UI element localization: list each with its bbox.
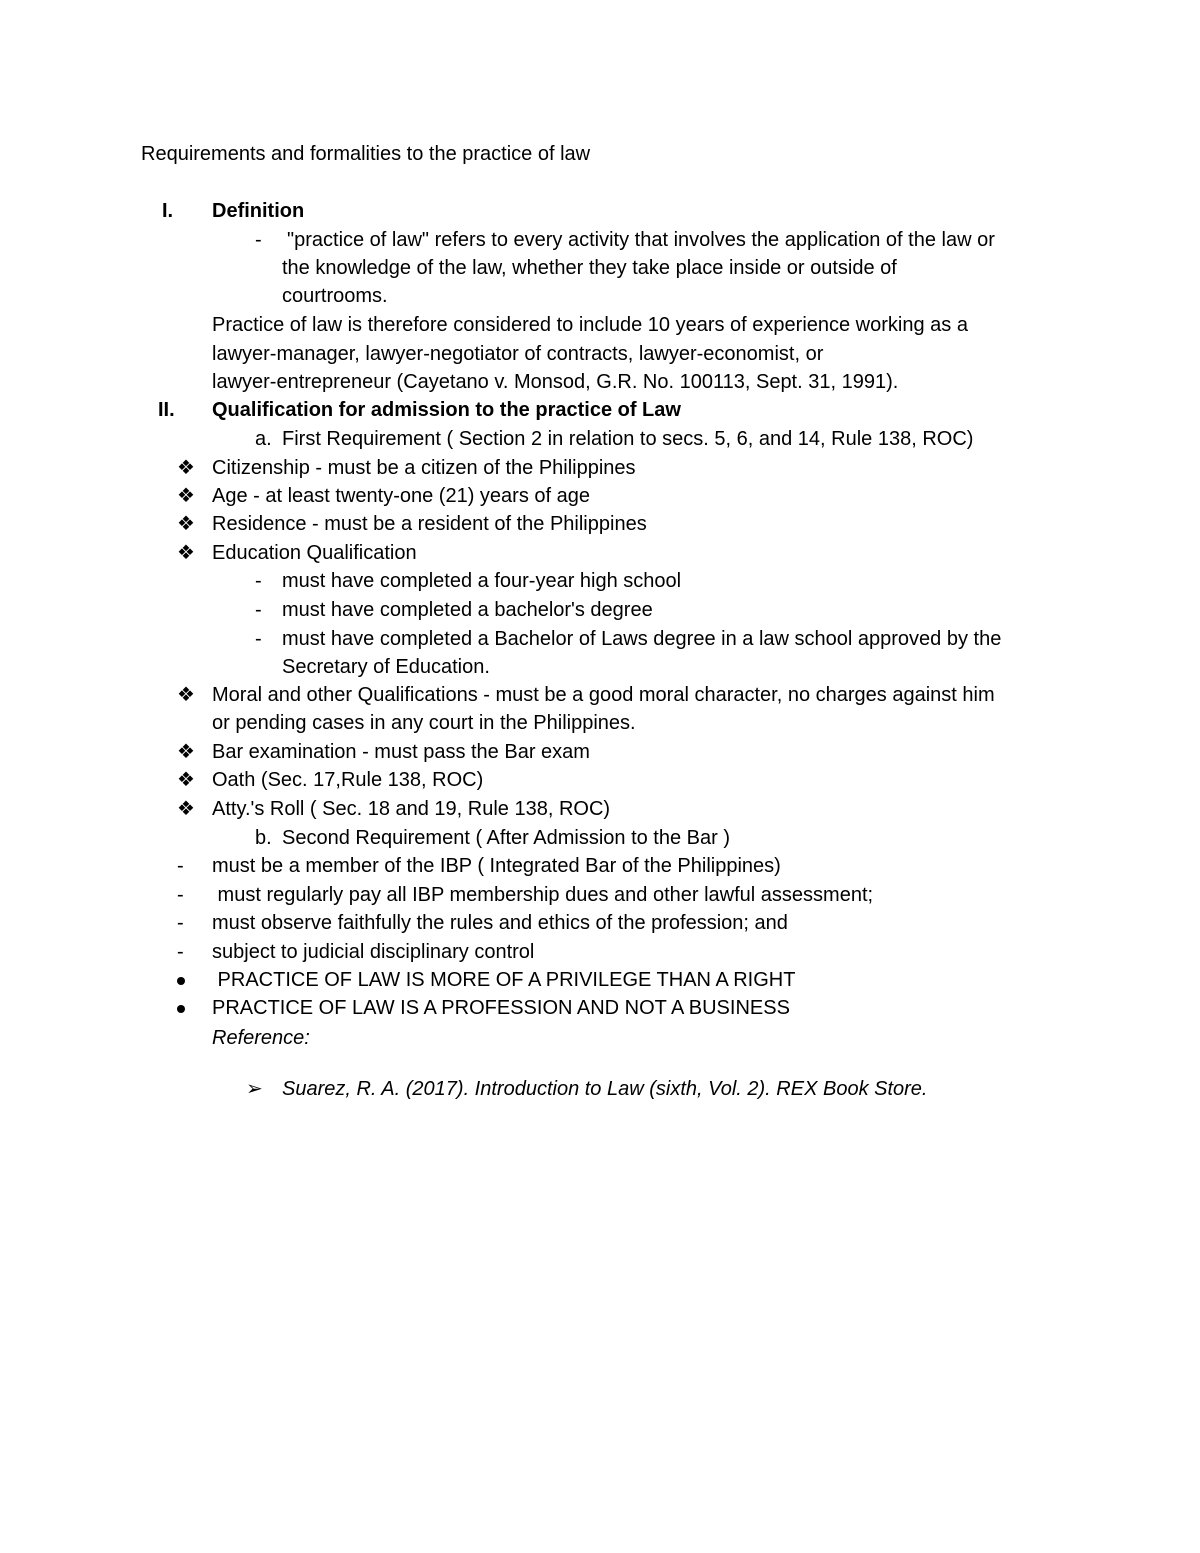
section-2-heading: Qualification for admission to the practice of Law [212, 399, 681, 421]
document-title: Requirements and formalities to the practice of law [141, 143, 591, 165]
sub-b-heading: Second Requirement ( After Admission to the Bar ) [282, 827, 730, 849]
section-1-numeral: I. [162, 200, 174, 222]
dash-marker: - [255, 628, 262, 650]
sub-a-heading: First Requirement ( Section 2 in relation to secs. 5, 6, and 14, Rule 138, ROC) [282, 428, 974, 450]
dash-marker: - [255, 599, 262, 621]
arrow-bullet-icon: ➢ [246, 1078, 263, 1100]
paragraph-line: lawyer-manager, lawyer-negotiator of contracts, lawyer-economist, or [212, 343, 824, 365]
diamond-bullet-icon: ❖ [177, 684, 195, 706]
requirement-item: Residence - must be a resident of the Philippines [212, 513, 647, 535]
dash-marker: - [177, 941, 184, 963]
second-requirement-item: subject to judicial disciplinary control [212, 941, 535, 963]
definition-line: "practice of law" refers to every activity that involves the application of the law or [287, 229, 995, 251]
requirement-item: Citizenship - must be a citizen of the Philippines [212, 457, 636, 479]
requirement-item-continued: or pending cases in any court in the Philippines. [212, 712, 636, 734]
requirement-item: Bar examination - must pass the Bar exam [212, 741, 590, 763]
diamond-bullet-icon: ❖ [177, 542, 195, 564]
definition-line: the knowledge of the law, whether they take place inside or outside of [282, 257, 897, 279]
paragraph-line: Practice of law is therefore considered to include 10 years of experience working as a [212, 314, 968, 336]
requirement-item: Education Qualification [212, 542, 417, 564]
requirement-item: Atty.'s Roll ( Sec. 18 and 19, Rule 138, ROC) [212, 798, 611, 820]
dash-marker: - [177, 912, 184, 934]
sub-a-marker: a. [255, 428, 272, 450]
diamond-bullet-icon: ❖ [177, 769, 195, 791]
section-2-numeral: II. [158, 399, 175, 421]
second-requirement-item: must regularly pay all IBP membership dues and other lawful assessment; [212, 884, 874, 906]
dash-marker: - [255, 229, 262, 251]
education-item: must have completed a four-year high school [282, 570, 682, 592]
education-item: must have completed a Bachelor of Laws degree in a law school approved by the [282, 628, 1002, 650]
dash-marker: - [255, 570, 262, 592]
note-item: PRACTICE OF LAW IS A PROFESSION AND NOT A BUSINESS [212, 997, 790, 1019]
bullet-dot-icon [177, 977, 185, 985]
requirement-item: Moral and other Qualifications - must be a good moral character, no charges against him [212, 684, 995, 706]
diamond-bullet-icon: ❖ [177, 798, 195, 820]
definition-line: courtrooms. [282, 285, 388, 307]
diamond-bullet-icon: ❖ [177, 485, 195, 507]
bullet-dot-icon [177, 1005, 185, 1013]
diamond-bullet-icon: ❖ [177, 513, 195, 535]
sub-b-marker: b. [255, 827, 272, 849]
diamond-bullet-icon: ❖ [177, 457, 195, 479]
education-item: must have completed a bachelor's degree [282, 599, 653, 621]
paragraph-line: lawyer-entrepreneur (Cayetano v. Monsod, G.R. No. 100113, Sept. 31, 1991). [212, 371, 899, 393]
requirement-item: Age - at least twenty-one (21) years of age [212, 485, 590, 507]
education-item-continued: Secretary of Education. [282, 656, 490, 678]
second-requirement-item: must be a member of the IBP ( Integrated Bar of the Philippines) [212, 855, 781, 877]
diamond-bullet-icon: ❖ [177, 741, 195, 763]
reference-citation: Suarez, R. A. (2017). Introduction to Law (sixth, Vol. 2). REX Book Store. [282, 1078, 928, 1100]
second-requirement-item: must observe faithfully the rules and ethics of the profession; and [212, 912, 788, 934]
dash-marker: - [177, 855, 184, 877]
note-item: PRACTICE OF LAW IS MORE OF A PRIVILEGE THAN A RIGHT [212, 969, 796, 991]
requirement-item: Oath (Sec. 17,Rule 138, ROC) [212, 769, 484, 791]
dash-marker: - [177, 884, 184, 906]
reference-label: Reference: [212, 1027, 310, 1049]
section-1-heading: Definition [212, 200, 305, 222]
